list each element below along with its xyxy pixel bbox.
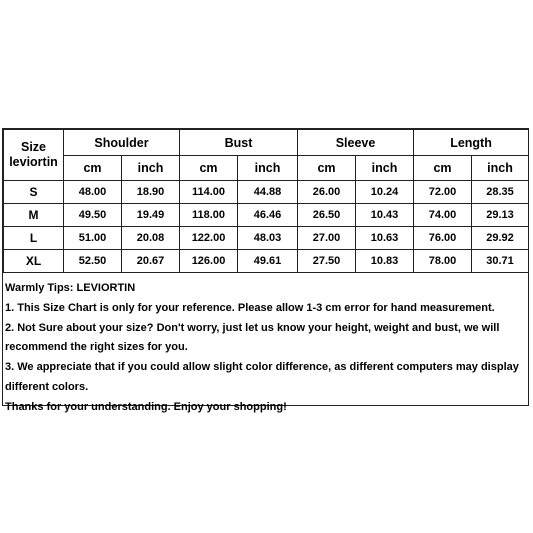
tips-section xyxy=(5,279,525,418)
tip-line: different colors. xyxy=(5,380,89,393)
tips-heading: Warmly Tips: LEVIORTIN xyxy=(5,282,136,294)
table-cell: 30.71 xyxy=(472,250,529,273)
tip-line: recommend the right sizes for you. xyxy=(5,341,188,354)
table-cell: 10.24 xyxy=(356,181,414,204)
table-cell: 52.50 xyxy=(64,250,122,273)
table-cell: 48.03 xyxy=(238,227,298,250)
table-cell: 118.00 xyxy=(180,204,238,227)
size-table xyxy=(3,129,529,273)
table-cell: 10.63 xyxy=(356,227,414,250)
table-cell: 122.00 xyxy=(180,227,238,250)
table-cell: 126.00 xyxy=(180,250,238,273)
table-cell: 48.00 xyxy=(64,181,122,204)
unit-header-inch: inch xyxy=(356,156,414,181)
table-cell: 28.35 xyxy=(472,181,529,204)
unit-header-row xyxy=(4,156,529,181)
table-cell: 29.13 xyxy=(472,204,529,227)
table-cell: 18.90 xyxy=(122,181,180,204)
table-cell: 10.43 xyxy=(356,204,414,227)
tip-line: 1. This Size Chart is only for your reference. Please allow 1-3 cm error for hand measurement. xyxy=(5,301,495,314)
unit-header-cm: cm xyxy=(180,156,238,181)
table-row xyxy=(4,181,529,204)
table-cell: 27.50 xyxy=(298,250,356,273)
tip-line: 2. Not Sure about your size? Don't worry, just let us know your height, weight and bust, we will xyxy=(5,321,500,334)
size-label: M xyxy=(4,204,64,227)
table-cell: 46.46 xyxy=(238,204,298,227)
tips-closing: Thanks for your understanding. Enjoy your shopping! xyxy=(5,400,287,413)
table-cell: 78.00 xyxy=(414,250,472,273)
brand-label: leviortin xyxy=(9,155,58,169)
unit-header-inch: inch xyxy=(472,156,529,181)
table-cell: 26.50 xyxy=(298,204,356,227)
sleeve-header: Sleeve xyxy=(298,130,414,156)
table-row xyxy=(4,227,529,250)
table-cell: 26.00 xyxy=(298,181,356,204)
size-label: L xyxy=(4,227,64,250)
size-label: S xyxy=(4,181,64,204)
unit-header-cm: cm xyxy=(64,156,122,181)
table-row xyxy=(4,250,529,273)
unit-header-inch: inch xyxy=(122,156,180,181)
size-header-label: Size xyxy=(20,140,46,154)
table-cell: 44.88 xyxy=(238,181,298,204)
size-label: XL xyxy=(4,250,64,273)
length-header: Length xyxy=(414,130,529,156)
tip-line: 3. We appreciate that if you could allow slight color difference, as different computers may display xyxy=(5,361,519,374)
unit-header-cm: cm xyxy=(414,156,472,181)
table-cell: 27.00 xyxy=(298,227,356,250)
table-cell: 51.00 xyxy=(64,227,122,250)
table-cell: 74.00 xyxy=(414,204,472,227)
table-cell: 20.08 xyxy=(122,227,180,250)
size-header-cell xyxy=(4,130,64,181)
shoulder-header: Shoulder xyxy=(64,130,180,156)
table-cell: 72.00 xyxy=(414,181,472,204)
table-cell: 20.67 xyxy=(122,250,180,273)
table-cell: 114.00 xyxy=(180,181,238,204)
size-chart xyxy=(2,128,529,413)
table-cell: 29.92 xyxy=(472,227,529,250)
table-cell: 49.50 xyxy=(64,204,122,227)
table-cell: 76.00 xyxy=(414,227,472,250)
table-row xyxy=(4,204,529,227)
bust-header: Bust xyxy=(180,130,298,156)
table-cell: 10.83 xyxy=(356,250,414,273)
unit-header-inch: inch xyxy=(238,156,298,181)
table-cell: 49.61 xyxy=(238,250,298,273)
table-header-row xyxy=(4,130,529,156)
unit-header-cm: cm xyxy=(298,156,356,181)
table-cell: 19.49 xyxy=(122,204,180,227)
